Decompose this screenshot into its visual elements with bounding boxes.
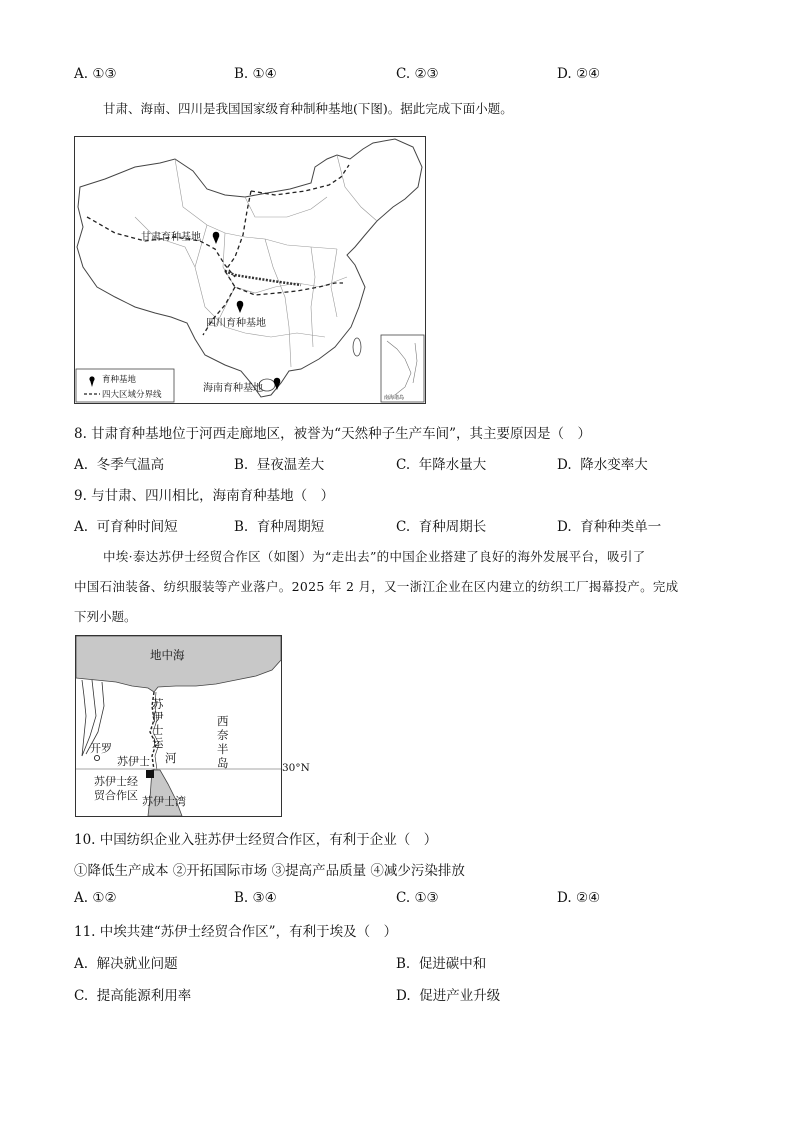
q10-option-a: A. ①② <box>74 890 117 906</box>
q9-option-b: B. 育种周期短 <box>234 519 325 535</box>
label-cooperation-zone: 苏伊士经 贸合作区 <box>94 775 138 802</box>
q7-option-d: D. ②④ <box>557 66 601 82</box>
legend-base-label: 育种基地 <box>102 375 137 385</box>
question-10-stem: 10. 中国纺织企业入驻苏伊士经贸合作区，有利于企业（ ） <box>74 832 438 848</box>
label-cairo: 开罗 <box>90 742 112 755</box>
label-gulf-of-suez: 苏伊士湾 <box>142 795 186 808</box>
label-canal-last-char: 河 <box>165 751 177 765</box>
q10-option-c: C. ①③ <box>396 890 439 906</box>
q8-option-c: C. 年降水量大 <box>396 457 487 473</box>
suez-zone-marker-icon <box>146 770 154 778</box>
q11-option-c: C. 提高能源利用率 <box>74 988 192 1004</box>
q11-option-b: B. 促进碳中和 <box>396 956 487 972</box>
label-hainan-base: 海南育种基地 <box>203 383 263 394</box>
q9-option-c: C. 育种周期长 <box>396 519 487 535</box>
label-sinai-peninsula: 西 奈 半 岛 <box>217 714 229 770</box>
q7-option-c: C. ②③ <box>396 66 439 82</box>
question-9-stem: 9. 与甘肃、四川相比，海南育种基地（ ） <box>74 488 335 504</box>
label-suez-canal: 苏 伊 士 运 <box>152 697 164 750</box>
intro-paragraph-2-line-2: 中国石油装备、纺织服装等产业落户。2025 年 2 月，又一浙江企业在区内建立的纺织工厂揭幕投产。完成 <box>74 579 679 594</box>
q11-option-d: D. 促进产业升级 <box>396 988 501 1004</box>
question-8-stem: 8. 甘肃育种基地位于河西走廊地区，被誉为“天然种子生产车间”，其主要原因是（ ） <box>74 426 591 442</box>
label-gansu-base: 甘肃育种基地 <box>141 232 201 243</box>
china-map-graphic <box>75 137 425 403</box>
q8-option-d: D. 降水变率大 <box>557 457 648 473</box>
q7-option-b: B. ①④ <box>234 66 277 82</box>
suez-zone-map <box>75 635 282 817</box>
label-30n: 30°N <box>282 762 310 774</box>
q9-option-d: D. 育种种类单一 <box>557 519 662 535</box>
q9-option-a: A. 可育种时间短 <box>74 519 178 535</box>
cairo-marker-icon <box>94 755 99 760</box>
q7-option-a: A. ①③ <box>74 66 117 82</box>
legend-line-label: 四大区域分界线 <box>102 390 162 400</box>
label-suez: 苏伊士 <box>117 755 150 768</box>
q8-option-a: A. 冬季气温高 <box>74 457 165 473</box>
intro-paragraph-1: 甘肃、海南、四川是我国国家级育种制种基地(下图)。据此完成下面小题。 <box>103 101 513 116</box>
question-11-stem: 11. 中埃共建“苏伊士经贸合作区”，有利于埃及（ ） <box>74 924 398 940</box>
q10-option-d: D. ②④ <box>557 890 601 906</box>
question-10-choices: ①降低生产成本 ②开拓国际市场 ③提高产品质量 ④减少污染排放 <box>74 863 465 879</box>
china-seed-base-map <box>74 136 426 404</box>
label-mediterranean: 地中海 <box>150 648 185 662</box>
intro-paragraph-2-line-3: 下列小题。 <box>74 609 137 624</box>
label-sichuan-base: 四川育种基地 <box>206 318 266 329</box>
intro-paragraph-2-line-1: 中埃·泰达苏伊士经贸合作区（如图）为“走出去”的中国企业搭建了良好的海外发展平台，吸引了 <box>103 549 646 564</box>
inset-caption: 南海诸岛 <box>384 395 405 401</box>
q8-option-b: B. 昼夜温差大 <box>234 457 325 473</box>
q11-option-a: A. 解决就业问题 <box>74 956 178 972</box>
q10-option-b: B. ③④ <box>234 890 277 906</box>
